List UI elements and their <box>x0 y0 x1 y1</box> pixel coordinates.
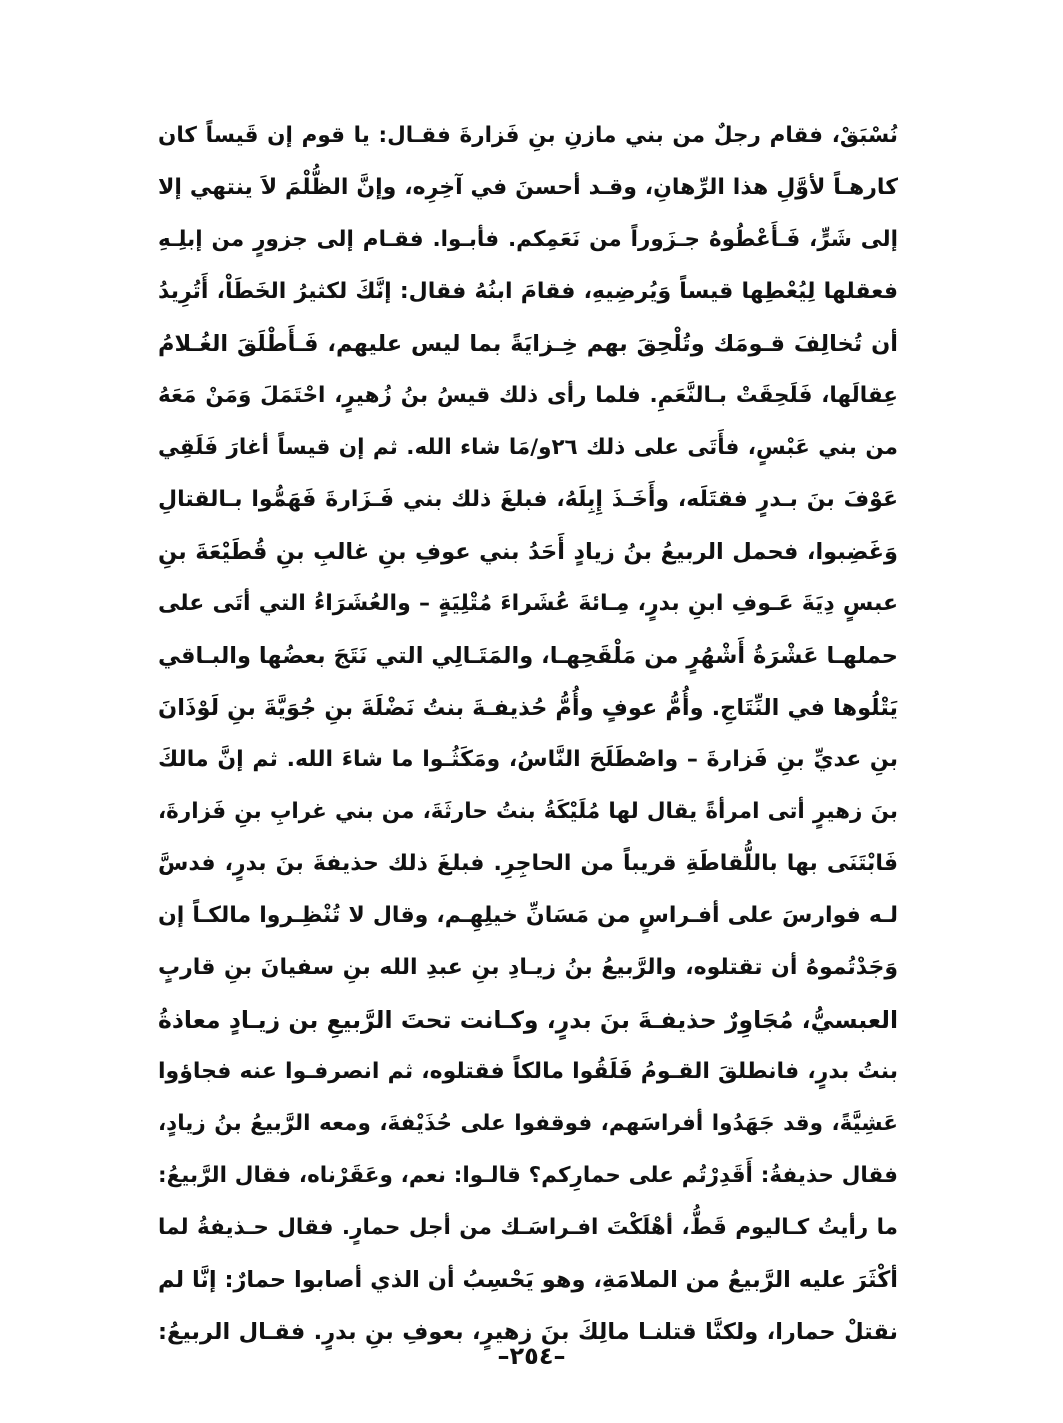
text-line-1: نُسْبَقْ، فقام رجلٌ من بني مازنِ بنِ فَزارةَ فقـال: يا قوم إن قَيساً كان <box>158 123 898 148</box>
text-line-15: فَابْتَنَى بها باللُّقاطَةِ قريباً من الحاجِرِ. فبلغَ ذلك حذيفةَ بنَ بدرٍ، فدسَّ <box>158 851 898 876</box>
text-line-6: عِقالَها، فَلَحِقَتْ بـالنَّعَمِ. فلما رأى ذلك قيسُ بنُ زُهيرٍ، احْتَمَلَ وَمَنْ مَعَهُ <box>158 383 898 408</box>
text-line-20: عَشِيَّةً، وقد جَهَدُوا أفراسَهم، فوقفوا على حُذَيْفةَ، ومعه الرَّبيعُ بنُ زيادٍ، <box>158 1111 898 1136</box>
text-line-22: ما رأيتُ كـاليوم قَطُّ، أهْلَكْتَ افـراسَـك من أجل حمارٍ. فقال حـذيفةُ لما <box>158 1215 898 1240</box>
text-line-5: أن تُخالِفَ قـومَك وتُلْحِقَ بهم خِـزايَةً بما ليس عليهم، فَـأَطْلَقَ الغُـلامُ <box>158 331 898 357</box>
text-line-14: بنَ زهيرٍ أتى امرأةً يقال لها مُلَيْكَةُ بنتُ حارثَةَ، من بني غرابِ بنِ فَزارةَ، <box>158 799 898 824</box>
text-line-10: عبسٍ دِيَةَ عَـوفِ ابنِ بدرٍ، مِـائةَ عُشَراءَ مُتْلِيَةٍ – والعُشَرَاءُ التي أتَى على <box>158 591 898 616</box>
text-line-7: من بني عَبْسٍ، فأَتَى على ذلك ٢٦و/مَا شاء الله. ثم إن قيساً أغارَ فَلَقِي <box>158 435 898 460</box>
text-line-11: حملهـا عَشْرَةُ أَشْهُرٍ من مَلْقَحِهـا، والمَتَـالِي التي نَتَجَ بعضُها والبـاقي <box>158 643 898 669</box>
text-line-4: فعقلها لِيُعْطِها قيساً وَيُرضِيهِ، فقامَ ابنُهُ فقال: إنَّكَ لكثيرُ الخَطَاْ، أَتُرِيدُ <box>158 279 898 304</box>
text-line-13: بنِ عديِّ بنِ فَزارةَ – واصْطَلَحَ النَّاسُ، ومَكَثُـوا ما شاءَ الله. ثم إنَّ مالكَ <box>158 747 898 772</box>
text-line-18: العبسيُّ، مُجَاوِرٌ حذيفـةَ بنَ بدرٍ، وكـانت تحتَ الرَّبيعِ بن زيـادٍ معاذةُ <box>158 1006 898 1034</box>
text-line-23: أكْثَرَ عليه الرَّبيعُ من الملامَةِ، وهو يَحْسِبُ أن الذي أصابوا حمارٌ: إنَّا لم <box>158 1267 898 1293</box>
text-line-21: فقال حذيفةُ: أَقَدِرْتُم على حمارِكم؟ قالـوا: نعم، وعَقَرْناه، فقال الرَّبيعُ: <box>158 1163 898 1188</box>
text-line-12: يَتْلُوها في النِّتَاجِ. وأُمُّ عوفٍ وأُمُّ حُذيفـةَ بنتُ نَضْلَةَ بنِ جُوَيَّةَ بنِ لَوْذَانَ <box>158 695 898 721</box>
text-line-2: كارهـاً لأوَّلِ هذا الرِّهانِ، وقـد أحسنَ في آخِرِه، وإنَّ الظُّلْمَ لاَ ينتهي إلا <box>158 175 898 200</box>
text-line-16: لـه فوارسَ على أفـراسٍ من مَسَانِّ خيلِهِـم، وقال لا تُنْظِـروا مالكـاً إن <box>158 903 898 928</box>
text-line-9: وَغَضِبوا، فحمل الربيعُ بنُ زيادٍ أَحَدُ بني عوفِ بنِ غالبِ بنِ قُطَيْعَةَ بنِ <box>158 539 898 565</box>
page-number: –٢٥٤– <box>497 1342 566 1370</box>
text-line-3: إلى شَرٍّ، فَـأَعْطُوهُ جـزَوراً من نَعَمِكم. فأبـوا. فقـام إلى جزورٍ من إبلِـهِ <box>158 227 898 252</box>
text-line-19: بنتُ بدرٍ، فانطلقَ القـومُ فَلَقُوا مالكاً فقتلوه، ثم انصرفـوا عنه فجاؤوا <box>158 1059 898 1084</box>
text-line-8: عَوْفَ بنَ بـدرٍ فقتَلَه، وأَخَـذَ إِبِلَهُ، فبلغَ ذلك بني فَـزَارةَ فَهَمُّوا بـالقتالِ <box>158 487 898 512</box>
text-line-24: نقتلْ حمارا، ولكنَّا قتلنـا مالِكَ بنَ زهيرٍ، بعوفِ بنِ بدرٍ. فقـال الربيعُ: <box>158 1319 898 1345</box>
body-text <box>158 110 898 1358</box>
text-line-17: وَجَدْتُموهُ أن تقتلوه، والرَّبيعُ بنُ زيـادِ بنِ عبدِ الله بنِ سفيانَ بنِ قاربٍ <box>158 955 898 980</box>
